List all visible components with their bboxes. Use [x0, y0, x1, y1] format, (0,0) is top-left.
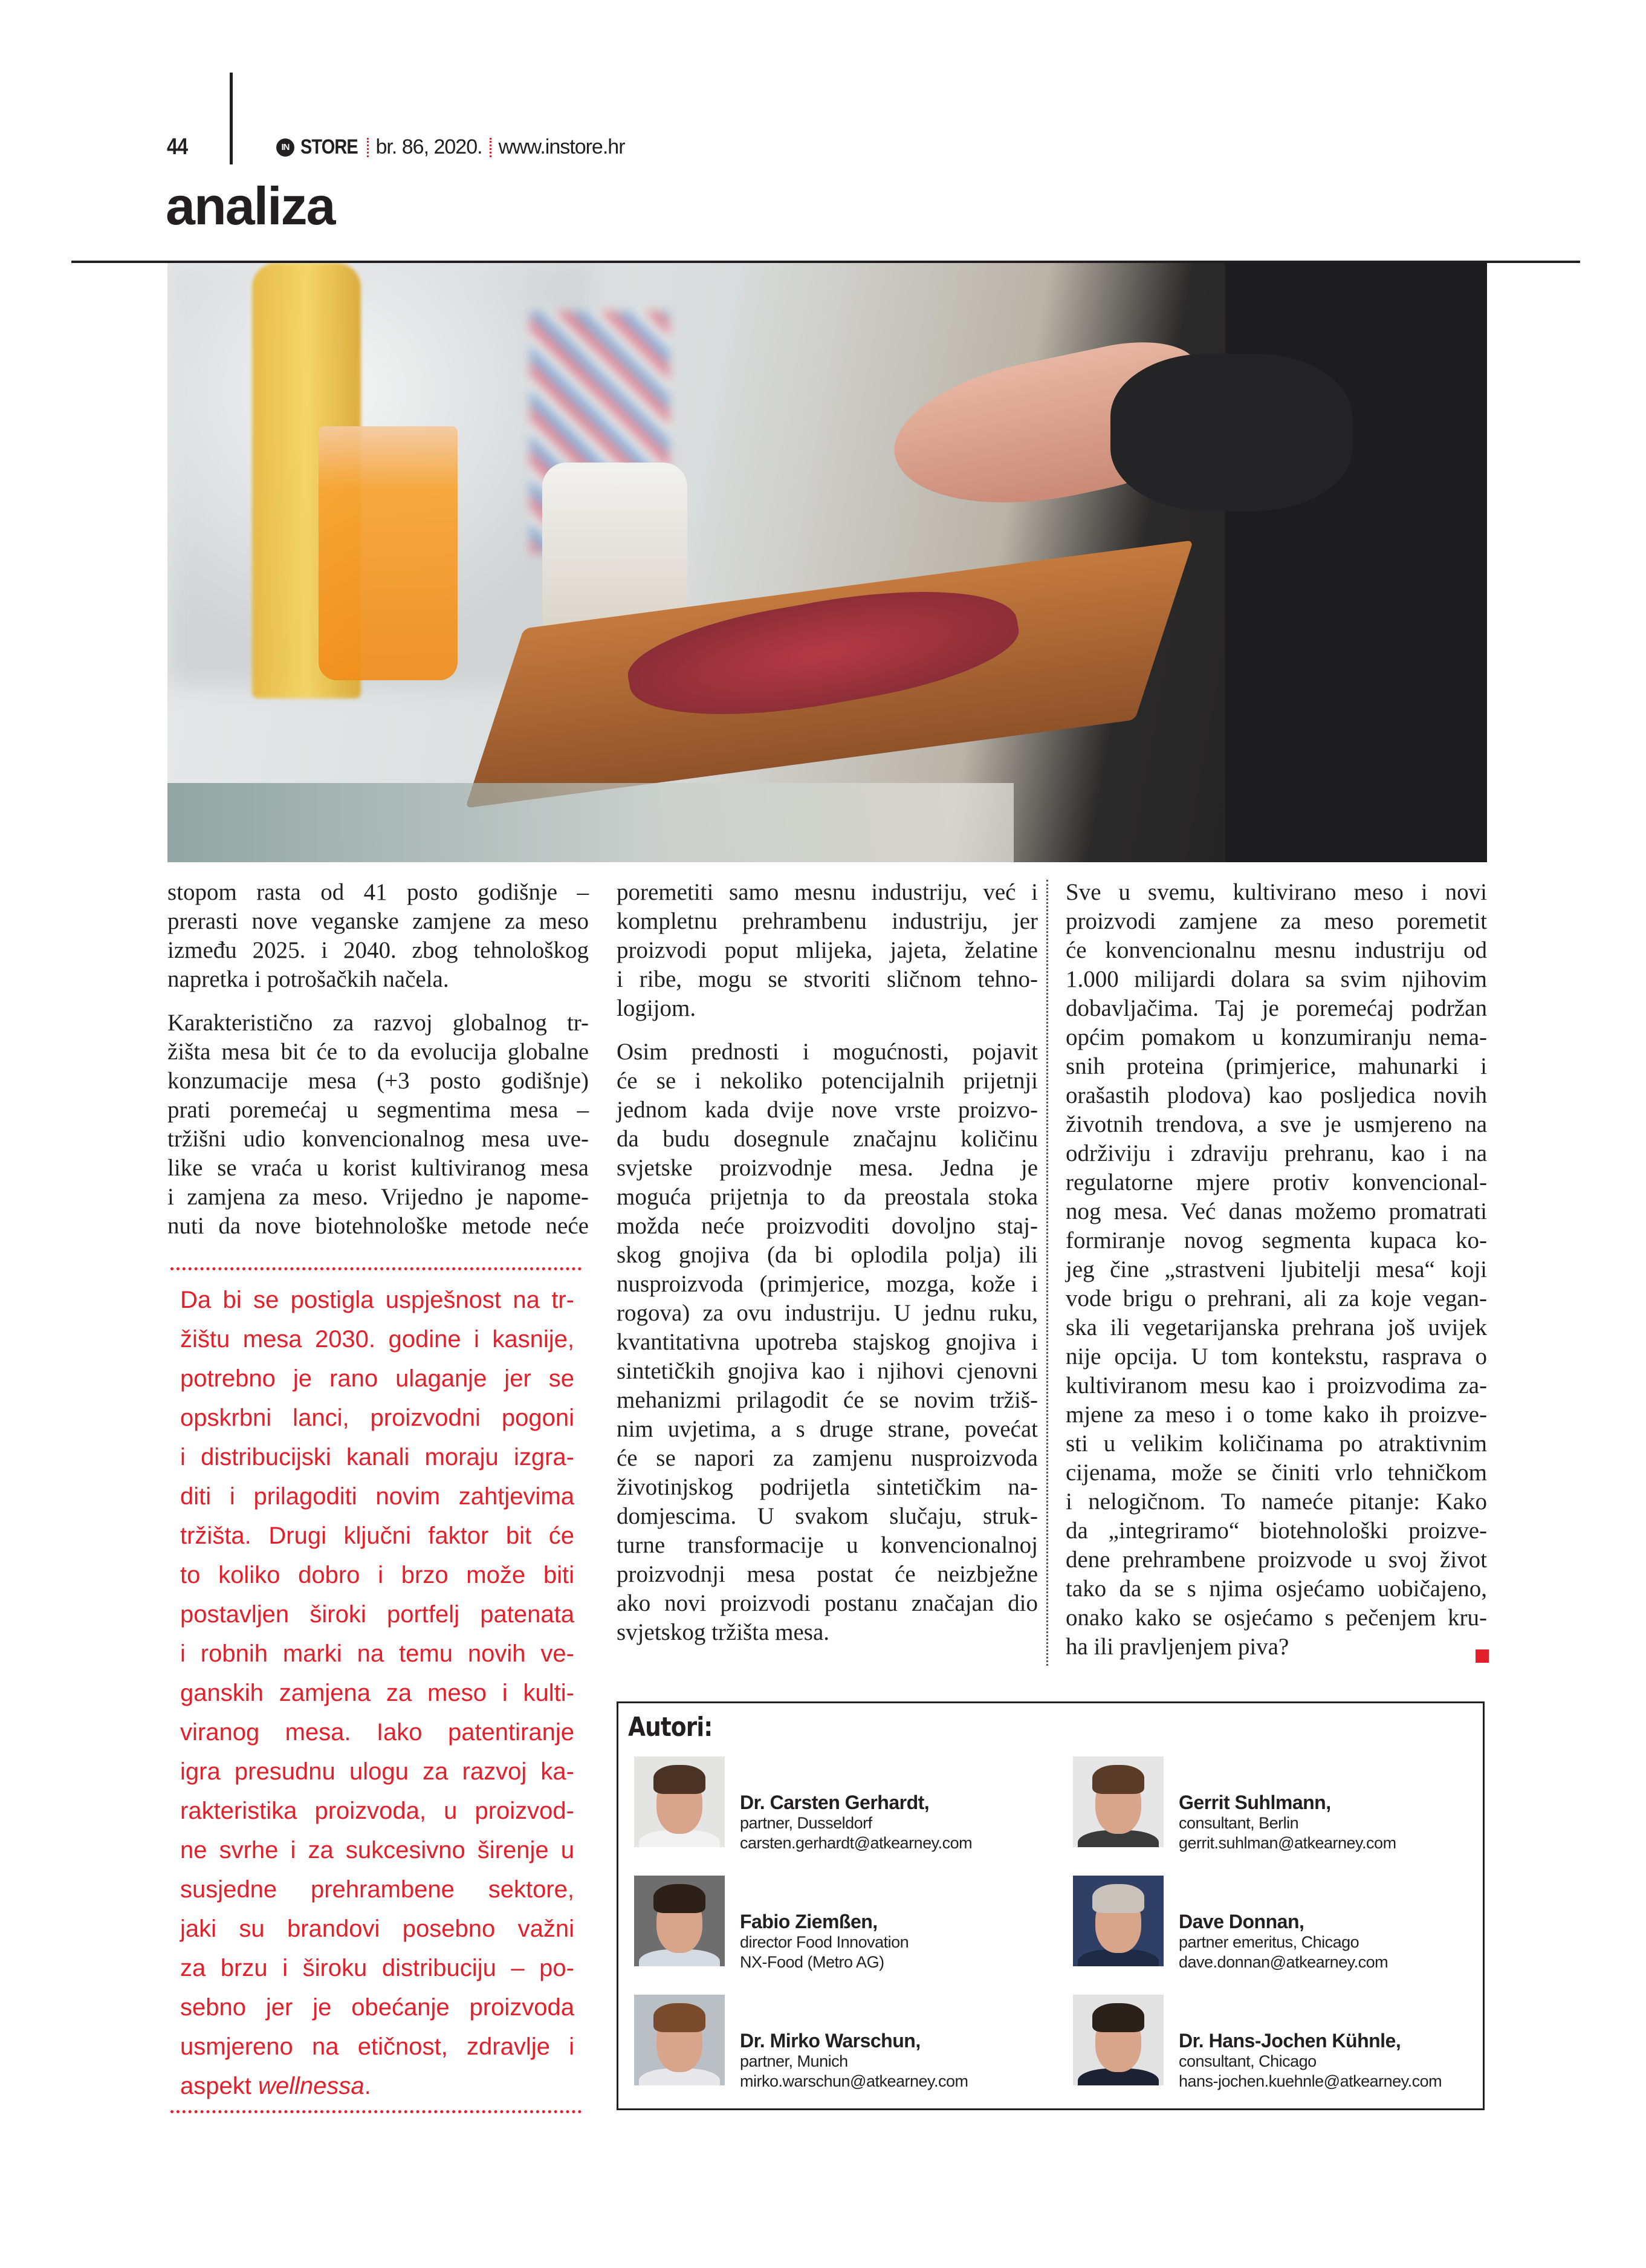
authors-box — [617, 1701, 1485, 2110]
article-column-2 — [617, 878, 1038, 1662]
text-line: rogova) za ovu industriju. U jednu ruku, — [617, 1300, 1038, 1326]
text-line: nog mesa. Već danas možemo promatrati — [1066, 1198, 1487, 1224]
text-line: i nelogičnom. To nameće pitanje: Kako — [1066, 1489, 1487, 1515]
page-number: 44 — [167, 134, 188, 160]
text-line: ha ili pravljenjem piva? — [1066, 1634, 1289, 1660]
text-line: i zamjena za meso. Vrijedno je napome- — [167, 1184, 589, 1210]
author-name: Dr. Carsten Gerhardt, — [740, 1792, 930, 1813]
text-line: životinjskog podrijetla sintetičkim na- — [617, 1474, 1038, 1500]
text-line: da „integriramo“ biotehnološki proizve- — [1066, 1518, 1487, 1544]
text-line: 1.000 milijardi dolara sa svim njihovim — [1066, 966, 1487, 992]
paragraph — [617, 878, 1038, 1023]
issue-number: br. 86, 2020. — [375, 135, 482, 158]
author-card — [1073, 1756, 1496, 1853]
author-photo-hair — [1092, 2003, 1144, 2032]
text-line: jeg čine „strastveni ljubitelji mesa“ koji — [1066, 1256, 1487, 1282]
text-line: regulatorne mjere protiv konvencional- — [1066, 1169, 1487, 1195]
quote-line — [180, 2067, 574, 2106]
text-line: onako kako se osjećamo s pečenjem kru- — [1066, 1605, 1487, 1631]
header-divider — [230, 73, 233, 164]
text-line: životnih trendova, a sve je usmjereno na — [1066, 1111, 1487, 1137]
text-line: domjescima. U svakom slučaju, struk- — [617, 1503, 1038, 1529]
author-photo — [634, 1995, 725, 2085]
text-line: stopom rasta od 41 posto godišnje – — [167, 879, 589, 905]
pull-quote-top-rule — [170, 1267, 582, 1270]
author-card — [1073, 1995, 1496, 2091]
quote-line: viranog mesa. Iako patentiranje — [180, 1719, 574, 1746]
quote-text: aspekt — [180, 2073, 258, 2099]
text-line: mehanizmi prilagodit će se novim tržiš- — [617, 1387, 1038, 1413]
authors-title: Autori: — [628, 1712, 713, 1743]
separator — [367, 138, 369, 157]
end-of-article-mark — [1476, 1649, 1489, 1663]
author-role: partner, Dusseldorf — [740, 1814, 872, 1832]
author-photo — [1073, 1995, 1164, 2085]
text-line: svjetske proizvodnje mesa. Jedna je — [617, 1155, 1038, 1181]
text-line: održiviju i zdraviju prehranu, kao i na — [1066, 1140, 1487, 1166]
text-line: vode brigu o prehrani, ali za koje vegan- — [1066, 1285, 1487, 1311]
author-photo-hair — [1092, 1884, 1144, 1913]
website-link[interactable]: www.instore.hr — [498, 135, 625, 158]
text-line: i ribe, mogu se stvoriti sličnom tehno- — [617, 966, 1038, 992]
text-line: svjetskog tržišta mesa. — [617, 1619, 830, 1645]
text-line: kultiviranom mesu kao i proizvodima za- — [1066, 1373, 1487, 1399]
pull-quote-bottom-rule — [170, 2110, 582, 2113]
quote-line: rakteristika proizvoda, u proizvod- — [180, 1798, 574, 1824]
author-email[interactable]: dave.donnan@atkearney.com — [1179, 1953, 1388, 1971]
article-column-1 — [167, 878, 589, 1255]
author-name: Dave Donnan, — [1179, 1911, 1304, 1932]
quote-line: tržišta. Drugi ključni faktor bit će — [180, 1522, 574, 1549]
quote-line: usmjereno na etičnost, zdravlje i — [180, 2033, 574, 2060]
author-name: Fabio Ziemßen, — [740, 1911, 878, 1932]
author-role: director Food Innovation — [740, 1933, 909, 1951]
text-line: između 2025. i 2040. zbog tehnološkog — [167, 937, 589, 963]
text-line: snih proteina (primjerice, mahunarki i — [1066, 1053, 1487, 1079]
text-line: skog gnojiva (da bi oplodila polja) ili — [617, 1242, 1038, 1268]
text-line: nim uvjetima, a s druge strane, povećat — [617, 1416, 1038, 1442]
quote-line: opskrbni lanci, proizvodni pogoni — [180, 1405, 574, 1431]
author-photo — [1073, 1756, 1164, 1847]
paragraph — [167, 878, 589, 994]
text-line: dobavljačima. Taj je poremećaj podržan — [1066, 995, 1487, 1021]
quote-line: susjedne prehrambene sektore, — [180, 1876, 574, 1903]
author-info — [740, 2030, 968, 2091]
author-info — [1179, 2030, 1442, 2091]
text-line: like se vraća u korist kultiviranog mesa — [167, 1155, 589, 1181]
author-card — [634, 1756, 1057, 1853]
quote-line: ganskih zamjena za meso i kulti- — [180, 1680, 574, 1706]
author-photo — [634, 1876, 725, 1966]
separator — [490, 138, 491, 157]
text-line: kompletnu prehrambenu industriju, jer — [617, 908, 1038, 934]
text-line: nije opcija. U tom kontekstu, rasprava o — [1066, 1344, 1487, 1370]
column-divider — [1046, 880, 1048, 1666]
paragraph — [167, 1009, 589, 1241]
article-column-3 — [1066, 878, 1487, 1676]
author-email[interactable]: carsten.gerhardt@atkearney.com — [740, 1834, 973, 1852]
author-card — [634, 1876, 1057, 1972]
paragraph — [1066, 878, 1487, 1662]
text-line: nusproizvoda (primjerice, mozga, kože i — [617, 1271, 1038, 1297]
author-role: consultant, Berlin — [1179, 1814, 1299, 1832]
quote-line: jaki su brandovi posebno važni — [180, 1915, 574, 1942]
text-line: sintetičkih gnojiva kao i njihovi cjenovni — [617, 1358, 1038, 1384]
text-line: mjene za meso i o tome kako ih proizve- — [1066, 1402, 1487, 1428]
text-line: moguća prijetnja to da preostala stoka — [617, 1184, 1038, 1210]
text-line: cijenama, može se činiti vrlo tehničkom — [1066, 1460, 1487, 1486]
text-line: tržišni udio konvencionalnog mesa uve- — [167, 1126, 589, 1152]
quote-line: i robnih marki na temu novih ve- — [180, 1640, 574, 1667]
author-name: Dr. Mirko Warschun, — [740, 2030, 921, 2052]
text-line: Karakteristično za razvoj globalnog tr- — [167, 1010, 589, 1036]
author-role: partner, Munich — [740, 2052, 848, 2070]
text-line: dene prehrambene proizvode u svoj život — [1066, 1547, 1487, 1573]
text-line: proizvodi zamjene za meso poremetit — [1066, 908, 1487, 934]
masthead — [276, 135, 625, 159]
quote-text: . — [364, 2073, 371, 2099]
text-line: proizvodnji mesa postat će neizbježne — [617, 1561, 1038, 1587]
text-line: kvantitativna upotreba stajskog gnojiva i — [617, 1329, 1038, 1355]
text-line: tako da se s njima osjećamo uobičajeno, — [1066, 1576, 1487, 1602]
quote-line: diti i prilagoditi novim zahtjevima — [180, 1483, 574, 1510]
text-line: da budu dosegnule značajnu količinu — [617, 1126, 1038, 1152]
quote-line: Da bi se postigla uspješnost na tr- — [180, 1287, 574, 1313]
text-line: proizvodi poput mlijeka, jajeta, želatine — [617, 937, 1038, 963]
quote-line: potrebno je rano ulaganje jer se — [180, 1365, 574, 1392]
author-photo-hair — [1092, 1765, 1144, 1794]
text-line: možda neće proizvoditi dovoljno staj- — [617, 1213, 1038, 1239]
text-line: ako novi proizvodi postanu značajan dio — [617, 1590, 1038, 1616]
text-line: formiranje novog segmenta kupaca ko- — [1066, 1227, 1487, 1253]
text-line: će konvencionalnu mesnu industriju od — [1066, 937, 1487, 963]
paragraph — [617, 1038, 1038, 1647]
author-card — [1073, 1876, 1496, 1972]
section-title: analiza — [166, 176, 335, 236]
magazine-name: STORE — [300, 135, 358, 158]
text-line: prerasti nove veganske zamjene za meso — [167, 908, 589, 934]
author-photo-hair — [653, 2003, 705, 2032]
text-line: poremetiti samo mesnu industriju, već i — [617, 879, 1038, 905]
instore-logo-icon: IN — [276, 138, 294, 157]
author-photo-hair — [653, 1884, 705, 1913]
text-line: ska ili vegetarijanska prehrana još uvijek — [1066, 1314, 1487, 1340]
text-line: prati poremećaj u segmentima mesa – — [167, 1097, 589, 1123]
text-line: općim pomakom u konzumiranju nema- — [1066, 1024, 1487, 1050]
author-info — [740, 1792, 972, 1853]
text-line: će se i nekoliko potencijalnih prijetnji — [617, 1068, 1038, 1094]
quote-line: postavljen široki portfelj patenata — [180, 1601, 574, 1628]
text-line: žišta mesa bit će to da evolucija globalne — [167, 1039, 589, 1065]
author-company: NX-Food (Metro AG) — [740, 1953, 884, 1971]
quote-line: i distribucijski kanali moraju izgra- — [180, 1444, 574, 1470]
author-photo — [634, 1756, 725, 1847]
quote-line: za brzu i široku distribuciju – po- — [180, 1955, 574, 1981]
author-email[interactable]: hans-jochen.kuehnle@atkearney.com — [1179, 2072, 1442, 2090]
text-line: Sve u svemu, kultivirano meso i novi — [1066, 879, 1487, 905]
author-info — [1179, 1792, 1396, 1853]
text-line: će se napori za zamjenu nusproizvoda — [617, 1445, 1038, 1471]
text-line: napretka i potrošačkih načela. — [167, 966, 449, 992]
author-info — [1179, 1911, 1388, 1972]
text-line: turne transformacije u konvencionalnoj — [617, 1532, 1038, 1558]
text-line: Osim prednosti i mogućnosti, pojavit — [617, 1039, 1038, 1065]
author-photo-hair — [653, 1765, 705, 1794]
author-role: partner emeritus, Chicago — [1179, 1933, 1359, 1951]
quote-line: ne svrhe i za sukcesivno širenje u — [180, 1837, 574, 1863]
author-card — [634, 1995, 1057, 2091]
pull-quote — [180, 1281, 574, 2106]
quote-line: sebno jer je obećanje proizvoda — [180, 1994, 574, 2021]
quote-line: to koliko dobro i brzo može biti — [180, 1562, 574, 1588]
quote-line: žištu mesa 2030. godine i kasnije, — [180, 1326, 574, 1353]
text-line: konzumacije mesa (+3 posto godišnje) — [167, 1068, 589, 1094]
author-email[interactable]: mirko.warschun@atkearney.com — [740, 2072, 968, 2090]
text-line: jednom kada dvije nove vrste proizvo- — [617, 1097, 1038, 1123]
author-name: Gerrit Suhlmann, — [1179, 1792, 1331, 1813]
text-line: logijom. — [617, 995, 696, 1021]
quote-italic: wellnessa — [258, 2073, 365, 2099]
author-photo — [1073, 1876, 1164, 1966]
author-email[interactable]: gerrit.suhlman@atkearney.com — [1179, 1834, 1396, 1852]
text-line: nuti da nove biotehnološke metode neće — [167, 1213, 589, 1239]
quote-line: igra presudnu ulogu za razvoj ka- — [180, 1758, 574, 1785]
author-info — [740, 1911, 909, 1972]
article-photo — [167, 263, 1487, 862]
author-name: Dr. Hans-Jochen Kühnle, — [1179, 2030, 1401, 2052]
author-role: consultant, Chicago — [1179, 2052, 1317, 2070]
text-line: orašastih plodova) kao posljedica novih — [1066, 1082, 1487, 1108]
text-line: sti u velikim količinama po atraktivnim — [1066, 1431, 1487, 1457]
